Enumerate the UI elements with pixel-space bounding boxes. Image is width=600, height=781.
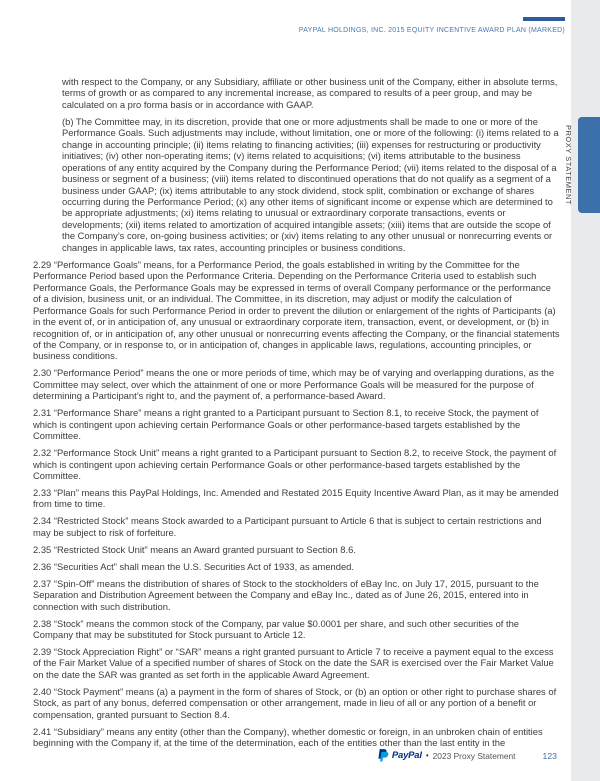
paragraph: 2.32 “Performance Stock Unit” means a right granted to a Participant pursuant to Section 8.2, to receive Stock, the payment of which is contingent upon achieving certain Performance Goals or other performance-based targets established by the Committee.: [33, 447, 557, 481]
paragraph: 2.40 “Stock Payment” means (a) a payment in the form of shares of Stock, or (b) an option or other right to purchase shares of Stock, as part of any bonus, deferred compensation or other arrangement, made in lieu of all or any portion of a benefit or compensation, granted pursuant to Section 8.4.: [33, 685, 557, 720]
paragraph: 2.35 “Restricted Stock Unit” means an Award granted pursuant to Section 8.6.: [33, 543, 356, 555]
document-body: [33, 76, 560, 754]
header-accent-bar: [523, 17, 565, 21]
paragraph: 2.38 “Stock” means the common stock of the Company, par value $0.0001 per share, and such other securities of the Company that may be substituted for Stock pursuant to Article 12.: [33, 617, 520, 640]
footer-brand: [378, 749, 516, 762]
paragraph: 2.41 “Subsidiary” means any entity (other than the Company), whether domestic or foreign, in an unbroken chain of entities beginning with the Company if, at the time of the determination, each of the entities other than the last entity in the: [33, 725, 543, 749]
paragraph: (b) The Committee may, in its discretion, provide that one or more adjustments shall be made to one or more of the Performance Goals. Such adjustments may include, without limitation, one or more of the following: (i) items related to a change in accounting principle; (ii) items relating to financing activities; (iii) expenses for restructuring or productivity initiatives; (iv) other non-operating items; (v) items related to acquisitions; (vi) items attributable to the business operations of any entity acquired by the Company during the Performance Period; (vii) items related to the disposal of a business or segment of a business; (viii) items related to discontinued operations that do not qualify as a segment of a business under GAAP; (ix) items attributable to any stock dividend, stock split, combination or exchange of shares occurring during the Performance Period; (x) any other items of significant income or expense which are determined to be appropriate adjustments; (xi) items relating to unusual or extraordinary corporate transactions, events or developments; (xii) items related to amortization of acquired intangible assets; (xiii) items that are outside the scope of the Company’s core, on-going business activities; or (xiv) items relating to any other unusual or nonrecurring events or changes in applicable laws, tax rates, accounting principles or business conditions.: [62, 115, 559, 253]
page-number: 123: [542, 750, 557, 761]
paypal-wordmark: PayPal: [391, 750, 422, 761]
paragraph: 2.33 “Plan” means this PayPal Holdings, Inc. Amended and Restated 2015 Equity Incentive Award Plan, as it may be amended from time to time.: [33, 486, 559, 510]
paypal-logo-icon: [378, 749, 389, 762]
footer-separator-dot: •: [425, 751, 429, 760]
paragraph: with respect to the Company, or any Subsidiary, affiliate or other business unit of the Company, either in absolute terms, terms of growth or as compared to any incremental increase, as compared to results of a peer group, and may be calculated on a pro forma basis or in accordance with GAAP.: [62, 76, 558, 110]
running-header-title: PAYPAL HOLDINGS, INC. 2015 EQUITY INCENTIVE AWARD PLAN (MARKED): [298, 27, 565, 34]
page-footer: [0, 749, 557, 762]
paragraph: 2.29 “Performance Goals” means, for a Performance Period, the goals established in writing by the Committee for the Performance Period based upon the Performance Criteria. Depending on the Performance Criteria used to establish such Performance Goals, the Performance Goals may be expressed in terms of overall Company performance or the performance of a division, business unit, or an individual. The Committee, in its discretion, may adjust or modify the calculation of Performance Goals for such Performance Period in order to prevent the dilution or enlargement of the rights of Participants (a) in the event of, or in anticipation of, any unusual or extraordinary corporate item, transaction, event, or development, or (b) in recognition of, or in anticipation of, any other unusual or nonrecurring events affecting the Company, or the financial statements of the Company, or in response to, or in anticipation of, changes in applicable laws, regulations, accounting principles, or business conditions.: [33, 258, 560, 362]
paragraph: 2.37 “Spin-Off” means the distribution of shares of Stock to the stockholders of eBay Inc. on July 17, 2015, pursuant to the Separation and Distribution Agreement between the Company and eBay Inc., dated as of June 26, 2015, entered into in connection with such distribution.: [33, 577, 539, 612]
paragraph: 2.34 “Restricted Stock” means Stock awarded to a Participant pursuant to Article 6 that is subject to certain restrictions and may be subject to risk of forfeiture.: [33, 515, 542, 538]
paragraph: 2.31 “Performance Share” means a right granted to a Participant pursuant to Section 8.1, to receive Stock, the payment of which is contingent upon achieving certain Performance Goals or other performance-based targets established by the Committee.: [33, 407, 539, 442]
proxy-statement-tab: [578, 117, 600, 213]
proxy-statement-tab-label: PROXY STATEMENT: [564, 124, 573, 205]
paragraph: 2.30 “Performance Period” means the one or more periods of time, which may be of varying and overlapping durations, as the Committee may select, over which the attainment of one or more Performance Goals will be measured for the purpose of determining a Participant’s right to, and the payment of, a performance-based Award.: [33, 367, 555, 402]
paragraph: 2.39 “Stock Appreciation Right” or “SAR” means a right granted pursuant to Article 7 to receive a payment equal to the excess of the Fair Market Value of a specified number of shares of Stock on the date the SAR is exercised over the Fair Market Value on the date the SAR was granted as set forth in the applicable Award Agreement.: [33, 645, 554, 680]
paragraph: 2.36 “Securities Act” shall mean the U.S. Securities Act of 1933, as amended.: [33, 560, 355, 572]
footer-proxy-statement-label: 2023 Proxy Statement: [432, 750, 516, 761]
